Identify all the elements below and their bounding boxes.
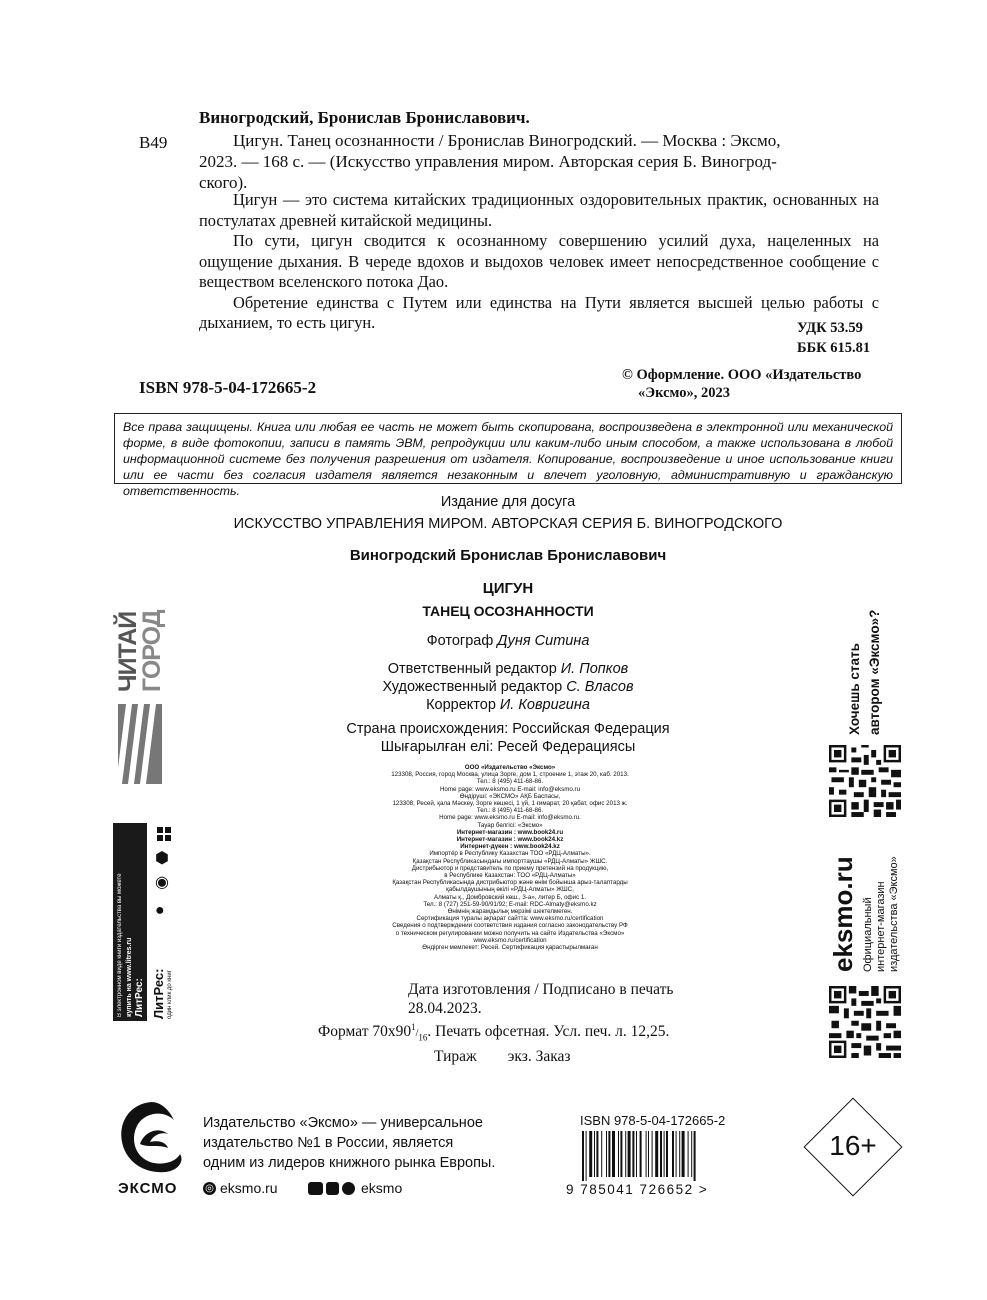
litres-strip: [113, 823, 147, 1021]
copyright-line: © Оформление. ООО «Издательство: [622, 367, 862, 383]
barcode-bar: [601, 1131, 602, 1177]
editor: [208, 661, 808, 677]
isbn: ISBN 978-5-04-172665-2: [139, 378, 317, 397]
corrector-label: Корректор: [426, 697, 496, 713]
barcode-bar: [666, 1131, 668, 1177]
telegram-icon: [342, 1182, 355, 1195]
legal-line: ООО «Издательство «Эксмо»: [464, 764, 556, 771]
barcode-digits: 9 785041 726652 >: [566, 1182, 709, 1197]
barcode-bar: [628, 1131, 631, 1177]
want-author-line2: автором «Эксмо»?: [867, 609, 882, 735]
chitai-bottom: ГОРОД: [138, 610, 166, 692]
litres-logo-black: ЛитРес:: [151, 968, 166, 1019]
bib-entry: [199, 130, 879, 193]
country: Страна происхождения: Российская Федерация: [346, 721, 670, 737]
bib-annotation: [199, 190, 879, 334]
legal-line: Дистрибьютор и представитель по приему претензий на продукцию,: [411, 864, 609, 872]
barcode-bar: [620, 1131, 622, 1177]
legal-line: Тауар белгісі: «Эксмо»: [477, 821, 543, 829]
eksmo-shop-line1: Официальный: [862, 897, 874, 972]
legal-line: Home page: www.eksmo.ru E-mail: info@eksmo.ru.: [439, 814, 581, 822]
android-icon: ⬢: [155, 850, 169, 867]
series: ИСКУССТВО УПРАВЛЕНИЯ МИРОМ. АВТОРСКАЯ СЕРИЯ Б. ВИНОГРОДСКОГО: [233, 516, 783, 532]
barcode-bar: [589, 1131, 592, 1177]
chitai-mark-icon: [118, 704, 164, 784]
copyright-line: «Эксмо», 2023: [638, 385, 730, 401]
bib-author-head: Виногродский, Бронислав Брониславович.: [199, 108, 530, 127]
footer-social[interactable]: [308, 1180, 402, 1196]
legal-line: Интернет-дүкен : www.book24.kz: [460, 843, 560, 851]
odnoklassniki-icon: [326, 1182, 339, 1195]
date-line: Дата изготовления / Подписано в печать 28.04.2023.: [408, 981, 674, 1017]
print-run: Тираж экз. Заказ: [434, 1048, 571, 1066]
chitai-gorod-logo: [116, 600, 166, 785]
barcode-bar: [664, 1131, 665, 1177]
legal-line: 123308, Ресей, қала Мәскеу, Зорге көшесі, 1 үй, 1 ғимарат, 20 қабат, офис 2013 ж.: [392, 800, 628, 808]
footer-social-text: eksmo: [361, 1180, 403, 1196]
legal-line: Қазақстан Республикасында дистрибьютор және өнім бойынша арыз-талаптарды: [392, 879, 628, 887]
format-sub: 16: [418, 1032, 428, 1043]
barcode-bar: [618, 1131, 619, 1177]
barcode-isbn: ISBN 978-5-04-172665-2: [580, 1113, 726, 1128]
age-rating: 16+: [829, 1130, 877, 1161]
barcode-bar: [688, 1131, 689, 1177]
copyright: [622, 366, 861, 402]
barcode-bar: [655, 1131, 658, 1177]
chitai-top: ЧИТАЙ: [114, 611, 142, 692]
eksmo-shop-line2: интернет-магазин: [875, 881, 887, 972]
blurb-line: Издательство «Эксмо» — универсальное: [203, 1115, 483, 1131]
barcode-bar: [586, 1131, 587, 1181]
bib-code: В49: [139, 133, 168, 152]
legal-line: Алматы қ., Домбровский көш., 3-а», литер Б, офис 1.: [433, 893, 587, 901]
eksmo-logo-text: ЭКСМО: [118, 1180, 178, 1197]
corrector: [208, 697, 808, 713]
barcode-bar: [646, 1131, 647, 1177]
barcode-bar: [679, 1131, 680, 1177]
format-suffix: . Печать офсетная. Усл. печ. л. 12,25.: [427, 1023, 670, 1041]
qr-code-shop-icon: [829, 986, 901, 1058]
edition-type: Издание для досуга: [440, 494, 576, 510]
legal-line: Сертификация туралы ақпарат сайтта: www.eksmo.ru/certification: [416, 915, 604, 923]
annotation-paragraph: Цигун — это система китайских традиционных оздоровительных практик, основанных на постулатах древней китайской медицины.: [199, 190, 879, 230]
legal-line: Тел.: 8 (495) 411-68-86.: [476, 778, 544, 786]
legal-line: Home page: www.eksmo.ru E-mail: info@eksmo.ru: [439, 785, 581, 793]
barcode-bar: [694, 1131, 696, 1181]
barcode-bar: [691, 1131, 692, 1177]
imprint-title: ЦИГУН: [482, 580, 534, 597]
photographer: [208, 633, 808, 649]
legal-line: в Республике Казахстан: ТОО «РДЦ-Алматы»: [444, 872, 576, 880]
format-line: Формат $70x90^1/_{16}$. Печать офсетная. Усл. печ. л. 12,25.: [318, 1022, 670, 1043]
barcode-bar: [660, 1131, 662, 1177]
annotation-paragraph: По сути, цигун сводится к осознанному совершению усилий духа, нацеленных на ощущение дыхания. В череде вдохов и выдохов человек имеет непосредственное сообщение с веществом вселенского потока Дао.: [199, 231, 879, 291]
barcode-bar: [625, 1131, 626, 1177]
editor-label: Ответственный редактор: [387, 661, 557, 677]
imprint-subtitle: ТАНЕЦ ОСОЗНАННОСТИ: [422, 603, 594, 619]
barcode-bar: [596, 1131, 598, 1177]
eksmo-logo-icon: [118, 1100, 184, 1176]
barcode-bar: [682, 1131, 685, 1177]
legal-line: қабылдаушының өкілі «РДЦ-Алматы» ЖШС,: [446, 886, 574, 894]
corrector-name: И. Ковригина: [499, 697, 590, 713]
barcode-bar: [594, 1131, 595, 1177]
publisher-blurb: [203, 1113, 495, 1173]
publisher-legal-info: [350, 764, 670, 951]
legal-line: Импортёр в Республику Казахстан ТОО «РДЦ-Алматы».: [429, 850, 591, 858]
format-sup: 1: [411, 1022, 416, 1032]
art-editor: [208, 679, 808, 695]
legal-line: Өндіруші: «ЭКСМО» АҚБ Баспасы,: [459, 792, 561, 800]
want-author: [845, 600, 895, 740]
imprint-author: Виногродский Бронислав Брониславович: [349, 547, 667, 564]
bbk: ББК 615.81: [797, 340, 871, 356]
eksmo-shop-line3: издательства «Эксмо»: [888, 856, 900, 972]
barcode-bar: [672, 1131, 674, 1177]
country-kz: Шығарылған елі: Ресей Федерациясы: [380, 739, 636, 755]
annotation-paragraph: Обретение единства с Путем или единства на Пути является высшей целью работы с дыханием, то есть цигун.: [199, 292, 879, 332]
barcode-icon: [580, 1131, 730, 1181]
age-rating-badge: [803, 1097, 903, 1197]
litres-small-text: В электронном виде книги издательства вы можете: [117, 873, 123, 1017]
barcode-bar: [648, 1131, 649, 1177]
udk: УДК 53.59: [797, 320, 863, 336]
print-details: [318, 980, 718, 1066]
barcode-bar: [606, 1131, 607, 1177]
litres-tag-wrap: [149, 823, 179, 1021]
windows-icon: [157, 827, 171, 841]
barcode-bar: [676, 1131, 677, 1177]
rights-notice: Все права защищены. Книга или любая ее часть не может быть скопирована, воспроизведена в электронной или механической форме, в виде фотокопии, записи в память ЭВМ, репродукции или каким-либо иным способом, а также использована в любой информационной системе без получения разрешения от издателя. Копирование, воспроизведение и иное использование книги или ее части без согласия издателя является незаконным и влечет уголовную, административную и гражданскую ответственность.: [114, 413, 902, 484]
chrome-icon: ◉: [155, 874, 169, 891]
eksmo-domain: eksmo.ru: [828, 856, 858, 972]
legal-line: Сведения о подтверждении соответствия издания согласно законодательству РФ: [392, 922, 628, 930]
blurb-line: издательство №1 в России, является: [203, 1135, 454, 1151]
barcode-bar: [582, 1131, 584, 1181]
qr-code-author-icon: [829, 745, 901, 817]
legal-line: о техническом регулировании можно получить на сайте Издательства «Эксмо»: [395, 929, 625, 937]
art-editor-label: Художественный редактор: [382, 679, 563, 695]
barcode-bar: [608, 1131, 610, 1177]
barcode-bar: [636, 1131, 637, 1177]
barcode-bar: [612, 1131, 615, 1177]
legal-line: 123308, Россия, город Москва, улица Зорге, дом 1, строение 1, этаж 20, каб. 2013.: [391, 771, 629, 779]
want-author-line1: Хочешь стать: [847, 643, 862, 735]
footer-web-text: eksmo.ru: [220, 1180, 278, 1196]
globe-icon: ◎: [203, 1182, 216, 1195]
litres-logo: ЛитРес:: [134, 978, 145, 1017]
photo-name: Дуня Ситина: [497, 633, 590, 649]
barcode-bar: [640, 1131, 642, 1177]
eksmo-ru-block: [828, 840, 908, 980]
vk-icon: [308, 1182, 323, 1195]
apple-icon: ●: [155, 902, 165, 919]
legal-line: Қазақстан Республикасындағы импорттаушы «РДЦ-Алматы» ЖШС.: [412, 857, 608, 865]
legal-line: www.eksmo.ru/certification: [473, 936, 547, 944]
format-prefix: Формат 70x90: [318, 1023, 412, 1041]
litres-tag: один клик до книг: [167, 970, 173, 1019]
legal-line: Интернет-магазин : www.book24.ru: [456, 828, 564, 836]
legal-line: Интернет-магазин : www.book24.kz: [456, 836, 564, 844]
bib-entry-line: ского).: [199, 173, 248, 192]
legal-line: Тел.: 8 (727) 251-59-90/91/92; E-mail: RDC-Almaty@eksmo.kz: [423, 900, 597, 908]
photo-label: Фотограф: [426, 633, 494, 649]
barcode-bar: [652, 1131, 653, 1177]
legal-line: Өндірген мемлекет: Ресей. Сертификация қарастырылмаған: [422, 944, 598, 952]
barcode-bar: [632, 1131, 634, 1177]
art-editor-name: С. Власов: [566, 679, 634, 695]
litres-small-text-2: купить на www.litres.ru: [126, 937, 133, 1017]
editor-name: И. Попков: [560, 661, 629, 677]
legal-line: Тел.: 8 (495) 411-68-86.: [476, 807, 544, 815]
legal-line: Өнімнің жарамдылық мерзімі шектелмеген.: [447, 908, 573, 916]
blurb-line: одним из лидеров книжного рынка Европы.: [203, 1155, 496, 1171]
footer-web[interactable]: [203, 1180, 278, 1196]
bib-entry-line: Цигун. Танец осознанности / Бронислав Виногродский. — Москва : Эксмо,: [233, 131, 781, 150]
bib-entry-line: 2023. — 168 с. — (Искусство управления миром. Авторская серия Б. Виногрод-: [199, 152, 777, 171]
